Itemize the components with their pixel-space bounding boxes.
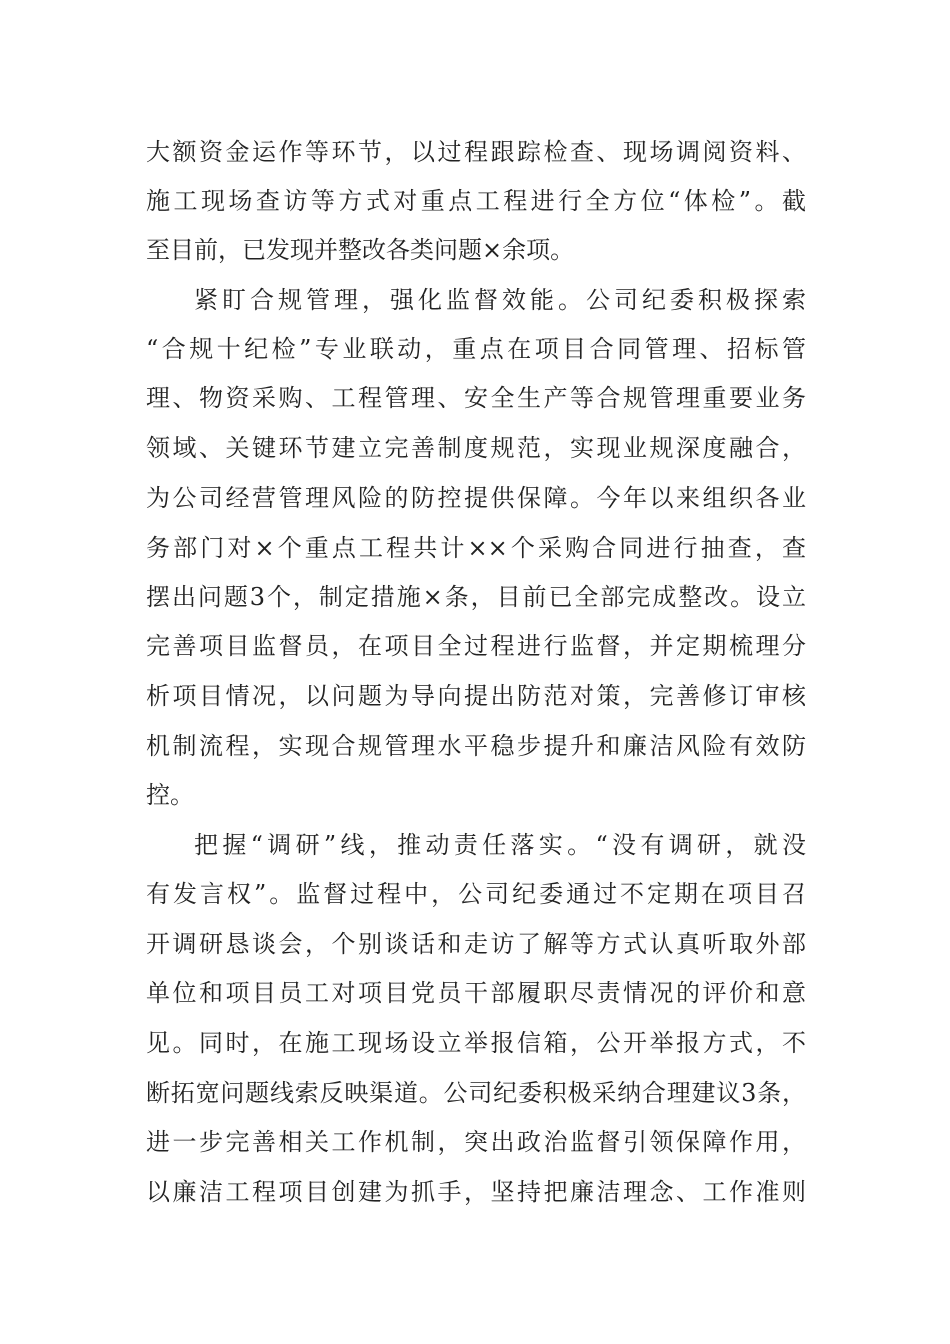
text-line: 机制流程，实现合规管理水平稳步提升和廉洁风险有效防 <box>146 732 806 760</box>
text-line: 至目前，已发现并整改各类问题×余项。 <box>146 236 575 264</box>
text-line: 控。 <box>146 781 194 809</box>
text-line: 见。同时，在施工现场设立举报信箱，公开举报方式，不 <box>146 1029 806 1057</box>
paragraph-heading-line: 紧盯合规管理，强化监督效能。公司纪委积极探索 <box>194 286 806 314</box>
text-line: 完善项目监督员，在项目全过程进行监督，并定期梳理分 <box>146 632 806 660</box>
text-line: 务部门对×个重点工程共计××个采购合同进行抽查，查 <box>146 534 806 562</box>
text-line: “合规十纪检”专业联动，重点在项目合同管理、招标管 <box>146 335 806 363</box>
text-line: 有发言权”。监督过程中，公司纪委通过不定期在项目召 <box>146 880 806 908</box>
text-line: 大额资金运作等环节，以过程跟踪检查、现场调阅资料、 <box>146 138 806 166</box>
text-line: 单位和项目员工对项目党员干部履职尽责情况的评价和意 <box>146 979 806 1007</box>
text-line: 施工现场查访等方式对重点工程进行全方位“体检”。截 <box>146 187 806 215</box>
text-line: 摆出问题3个，制定措施×条，目前已全部完成整改。设立 <box>146 583 806 611</box>
text-line: 断拓宽问题线索反映渠道。公司纪委积极采纳合理建议3条， <box>146 1079 806 1107</box>
text-line: 进一步完善相关工作机制，突出政治监督引领保障作用， <box>146 1128 806 1156</box>
paragraph-heading-line: 把握“调研”线，推动责任落实。“没有调研，就没 <box>194 831 806 859</box>
text-line: 理、物资采购、工程管理、安全生产等合规管理重要业务 <box>146 384 806 412</box>
text-line: 为公司经营管理风险的防控提供保障。今年以来组织各业 <box>146 484 806 512</box>
text-line: 开调研恳谈会，个别谈话和走访了解等方式认真听取外部 <box>146 930 806 958</box>
text-line: 以廉洁工程项目创建为抓手，坚持把廉洁理念、工作准则 <box>146 1178 806 1206</box>
text-line: 析项目情况，以问题为导向提出防范对策，完善修订审核 <box>146 682 806 710</box>
text-line: 领域、关键环节建立完善制度规范，实现业规深度融合， <box>146 434 806 462</box>
